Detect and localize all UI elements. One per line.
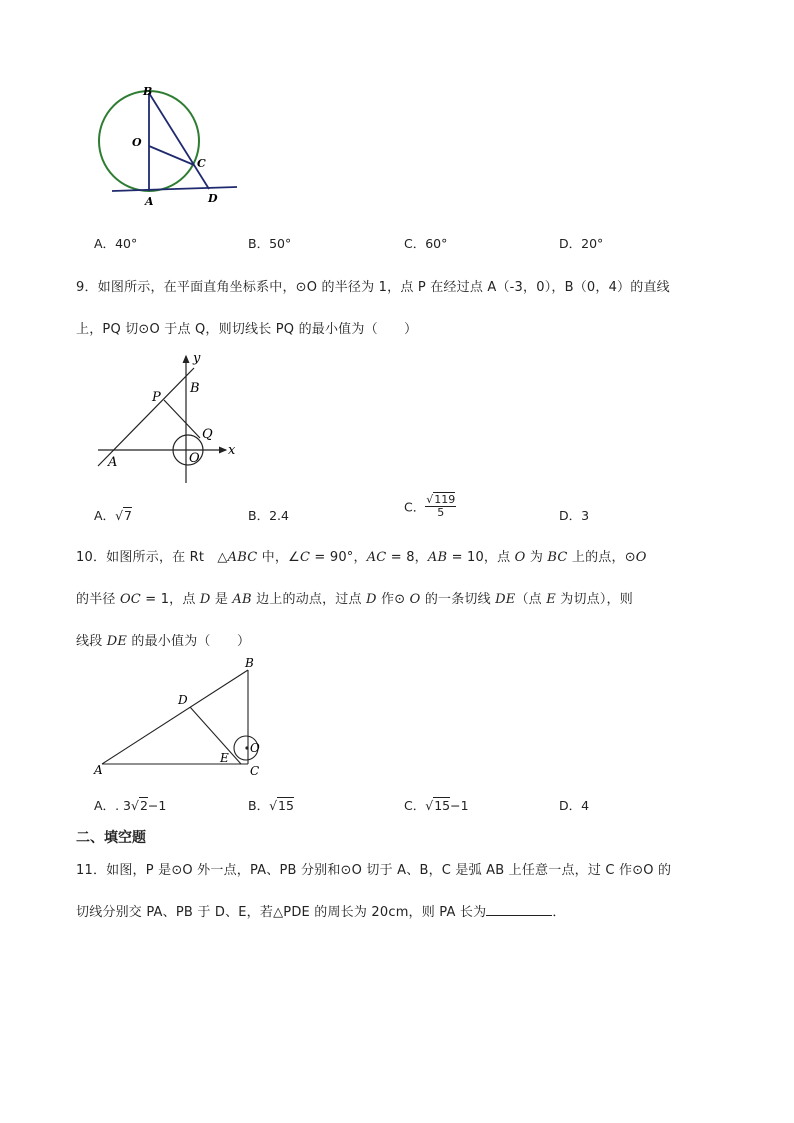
q10-option-c[interactable]: C．√15−1 — [404, 798, 469, 813]
q9-label-p: P — [152, 390, 161, 405]
q8-option-c[interactable]: C．60° — [404, 236, 448, 251]
q9-option-d[interactable]: D．3 — [559, 508, 590, 523]
q10-stem-line1: 10．如图所示，在 Rt △ABC 中，∠C = 90°，AC = 8，AB = 10，点 O 为 BC 上的点，⊙O — [76, 550, 647, 565]
q9-label-x: x — [228, 443, 236, 458]
q10-side-ab — [102, 670, 248, 764]
q10-stem-line3: 线段 DE 的最小值为（ ） — [76, 634, 251, 649]
q9-label-b: B — [190, 381, 200, 396]
q8-option-a[interactable]: A．40° — [94, 236, 138, 251]
q11-stem-line2: 切线分别交 PA、PB 于 D、E，若△PDE 的周长为 20cm，则 PA 长为 ． — [76, 905, 566, 920]
q10-option-b[interactable]: B．√15 — [248, 798, 294, 813]
q8-label-c: C — [197, 157, 206, 170]
q9-figure — [94, 348, 244, 488]
q10-figure — [90, 652, 270, 782]
q10-center-o — [245, 746, 248, 749]
q10-option-a[interactable]: A．. 3√2−1 — [94, 798, 167, 813]
q10-option-d[interactable]: D．4 — [559, 798, 590, 813]
q8-option-d[interactable]: D．20° — [559, 236, 604, 251]
q10-label-e: E — [220, 751, 229, 765]
q11-answer-blank[interactable] — [486, 903, 552, 916]
q9-label-a: A — [108, 455, 118, 470]
q8-figure — [90, 80, 250, 210]
q9-option-c[interactable]: C． $\frac{√119}{5}$ — [404, 493, 456, 519]
q10-label-b: B — [245, 656, 254, 670]
q8-label-d: D — [208, 192, 218, 205]
q10-label-a: A — [94, 763, 103, 777]
q10-stem-line2: 的半径 OC = 1，点 D 是 AB 边上的动点，过点 D 作⊙ O 的一条切线 DE（点 E 为切点），则 — [76, 592, 633, 607]
q8-label-a: A — [145, 195, 154, 208]
q9-option-b[interactable]: B．2.4 — [248, 508, 289, 523]
q9-stem-line1: 9．如图所示，在平面直角坐标系中，⊙O 的半径为 1，点 P 在经过点 A（-3，0），B（0，4）的直线 — [76, 280, 670, 295]
q8-label-o: O — [132, 136, 142, 149]
q9-stem-line2: 上，PQ 切⊙O 于点 Q，则切线长 PQ 的最小值为（ ） — [76, 322, 418, 337]
q10-label-o: O — [250, 741, 260, 755]
q8-label-b: B — [143, 85, 153, 98]
section-title-fill-in: 二、填空题 — [76, 830, 146, 846]
q9-label-q: Q — [202, 427, 213, 442]
q10-segment-de — [190, 707, 241, 764]
q9-label-y: y — [193, 351, 201, 366]
q11-stem-line1: 11．如图，P 是⊙O 外一点，PA、PB 分别和⊙O 切于 A、B，C 是弧 AB 上任意一点，过 C 作⊙O 的 — [76, 863, 672, 878]
q9-label-o: O — [189, 451, 200, 466]
q10-label-d: D — [178, 693, 188, 707]
q10-label-c: C — [250, 764, 260, 778]
q8-option-b[interactable]: B．50° — [248, 236, 292, 251]
q9-segment-pq — [164, 400, 200, 438]
q9-option-a[interactable]: A．√7 — [94, 508, 132, 523]
